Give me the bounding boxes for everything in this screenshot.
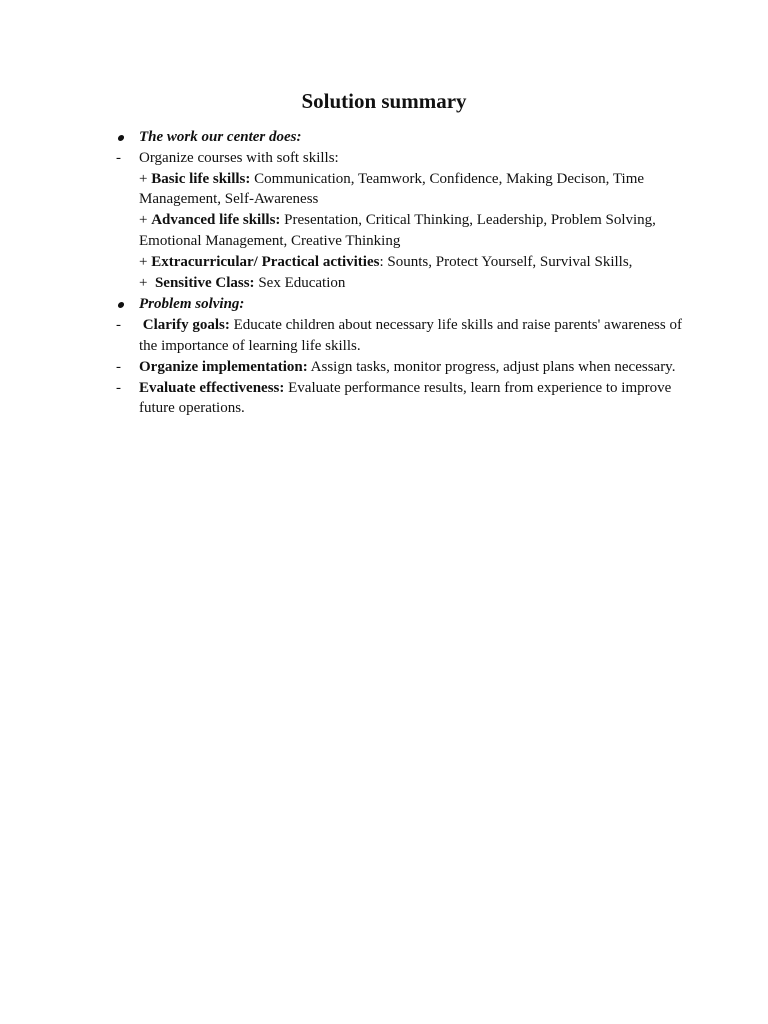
dash-marker: - bbox=[116, 149, 121, 166]
skill-label: Advanced life skills: bbox=[151, 212, 281, 229]
skill-item: + Sensitive Class: Sex Education bbox=[139, 274, 346, 291]
list-item-courses bbox=[115, 148, 685, 294]
item-label: Evaluate effectiveness: bbox=[139, 379, 285, 396]
skill-item: + Extracurricular/ Practical activities: Sounts, Protect Yourself, Survival Skills, bbox=[139, 253, 633, 270]
section-heading-text: The work our center does: bbox=[139, 129, 302, 145]
skill-item: + Basic life skills: Communication, Teamwork, Confidence, Making Decison, Time Management, Self-Awareness bbox=[139, 170, 645, 208]
section-heading-problem bbox=[115, 294, 685, 315]
section-heading-text: Problem solving: bbox=[139, 296, 245, 313]
bullet-dot-icon bbox=[115, 127, 135, 148]
skill-label: Extracurricular/ Practical activities bbox=[151, 253, 380, 270]
item-text: Educate children about necessary life skills and raise parents' awareness of the importance of learning life skills. bbox=[139, 317, 682, 354]
dash-marker: - bbox=[116, 317, 121, 334]
skill-text: : Sounts, Protect Yourself, Survival Skills, bbox=[379, 253, 633, 270]
section-heading-work bbox=[115, 127, 685, 148]
skill-item: + Advanced life skills: Presentation, Critical Thinking, Leadership, Problem Solving, Emotional Management, Creative Thinking bbox=[139, 212, 656, 249]
skill-text: Sex Education bbox=[254, 274, 346, 291]
skill-label: Sensitive Class: bbox=[154, 274, 255, 291]
dash-marker: - bbox=[116, 358, 121, 375]
document-title: Solution summary bbox=[301, 89, 467, 113]
list-item bbox=[115, 357, 685, 378]
list-item-intro: Organize courses with soft skills: bbox=[139, 149, 339, 166]
skill-text: Presentation, Critical Thinking, Leadership, Problem Solving, Emotional Management, Creative Thinking bbox=[139, 212, 656, 249]
dash-marker: - bbox=[116, 379, 121, 396]
item-text: Assign tasks, monitor progress, adjust plans when necessary. bbox=[307, 358, 676, 375]
list-item bbox=[115, 378, 685, 420]
skill-text: Communication, Teamwork, Confidence, Making Decison, Time Management, Self-Awareness bbox=[139, 170, 645, 208]
skill-label: Basic life skills: bbox=[151, 170, 251, 187]
document-body bbox=[115, 127, 685, 419]
item-label: Organize implementation: bbox=[139, 358, 308, 375]
item-text: Evaluate performance results, learn from experience to improve future operations. bbox=[139, 379, 672, 417]
bullet-dot-icon bbox=[115, 294, 135, 315]
list-item bbox=[115, 315, 685, 357]
item-label: Clarify goals: bbox=[142, 317, 230, 334]
